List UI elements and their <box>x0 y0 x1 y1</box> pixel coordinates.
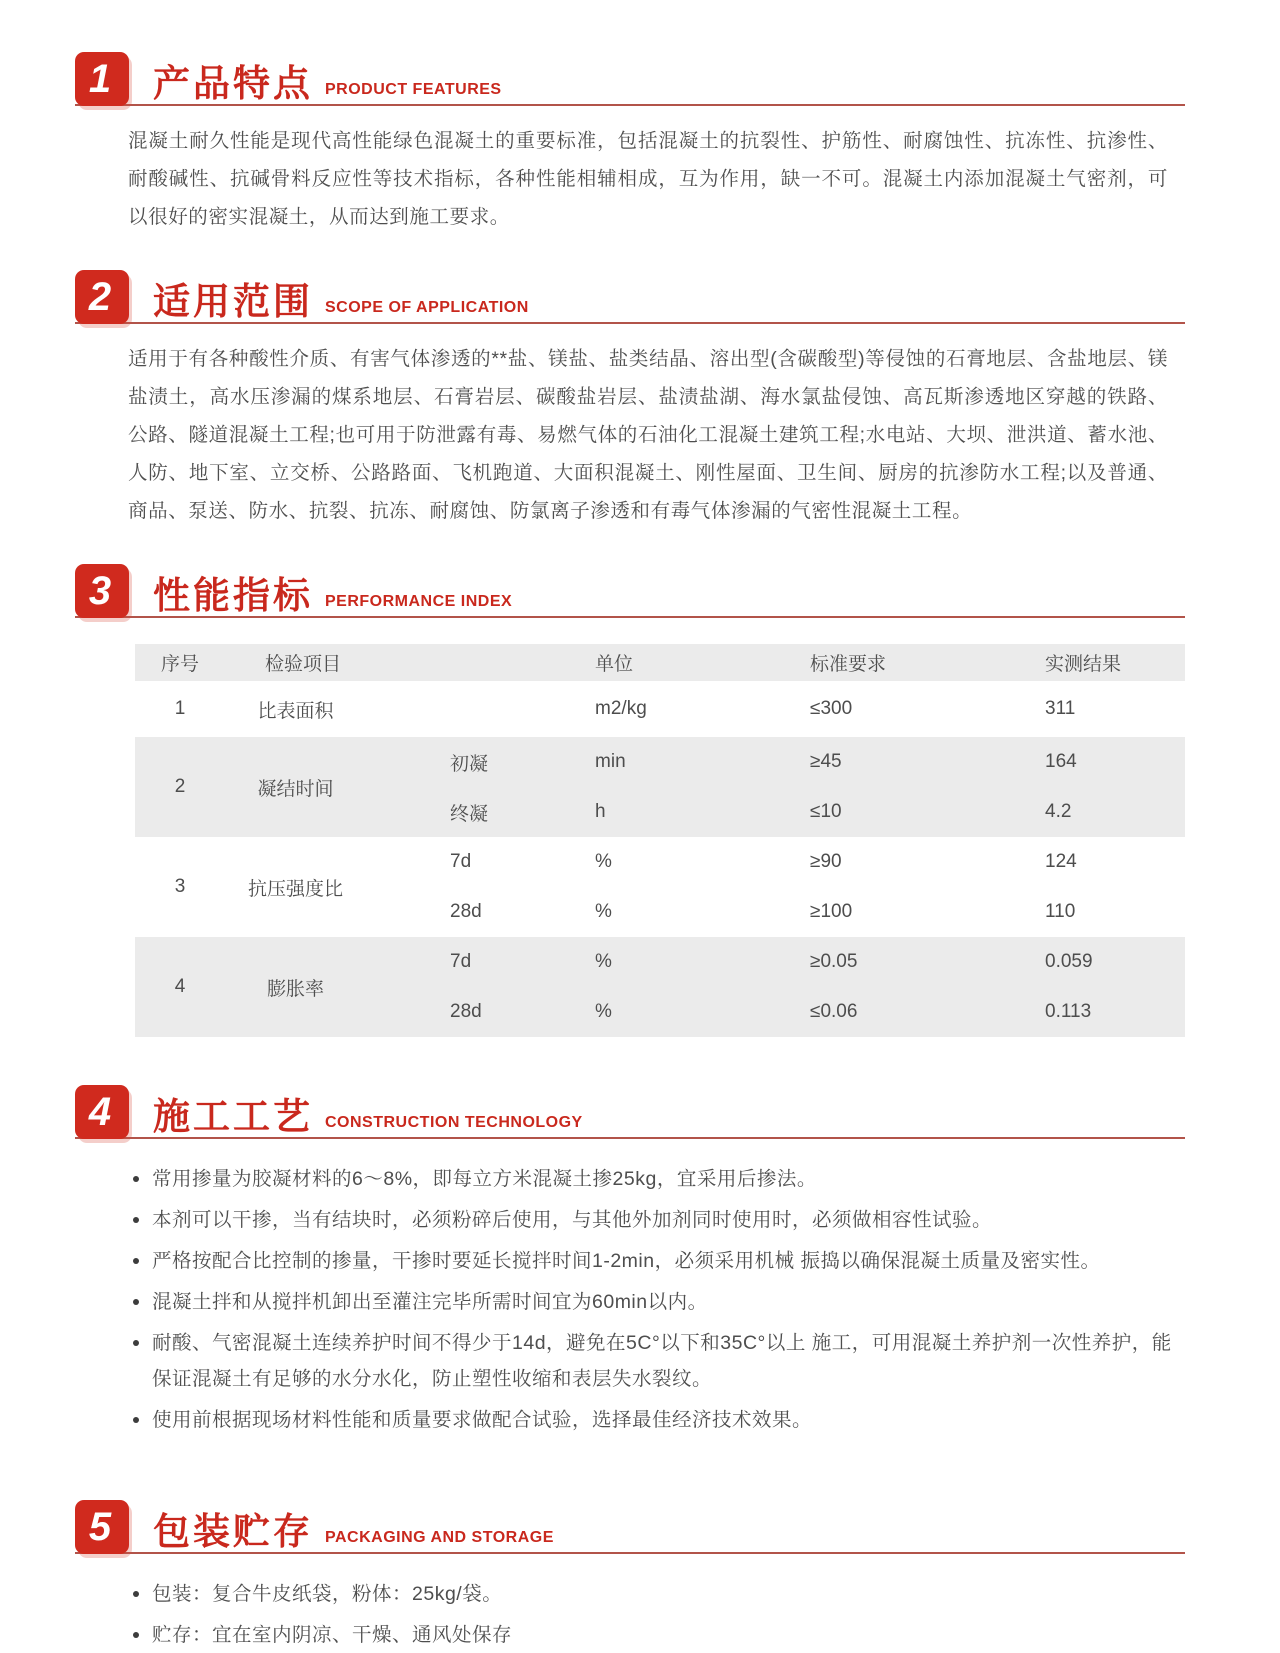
cell-item: 凝结时间 <box>257 778 334 800</box>
cell-index: 1 <box>174 698 186 719</box>
cell-index: 2 <box>174 776 186 797</box>
cell-subitem: 28d <box>450 901 482 922</box>
table-row <box>135 737 1185 787</box>
cell-item: 抗压强度比 <box>247 878 343 900</box>
cell-standard: ≤0.06 <box>810 1001 858 1022</box>
cell-index: 4 <box>174 976 186 997</box>
cell-subitem: 7d <box>450 851 472 872</box>
cell-unit: % <box>595 851 612 872</box>
cell-result: 4.2 <box>1045 801 1072 822</box>
section-5-title: 包装贮存 <box>153 1511 313 1552</box>
bullet-icon <box>133 1258 139 1264</box>
section-2-body: 适用于有各种酸性介质、有害气体渗透的**盐、镁盐、盐类结晶、溶出型(含碳酸型)等侵蚀的石膏地层、含盐地层、镁盐渍土，高水压渗漏的煤系地层、石膏岩层、碳酸盐岩层、盐渍盐湖、海水氯盐侵蚀、高瓦斯渗透地区穿越的铁路、公路、隧道混凝土工程;也可用于防泄露有毒、易燃气体的石油化工混凝土建筑工程;水电站、大坝、泄洪道、蓄水池、人防、地下室、立交桥、公路路面、飞机跑道、大面积混凝土、刚性屋面、卫生间、厨房的抗渗防水工程;以及普通、商品、泵送、防水、抗裂、抗冻、耐腐蚀、防氯离子渗透和有毒气体渗漏的气密性混凝土工程。 <box>128 348 1168 522</box>
table-row <box>135 937 1185 987</box>
list-item <box>130 1617 1190 1653</box>
section-3-number: 3 <box>88 569 112 613</box>
header-unit: 单位 <box>595 654 634 675</box>
bullet-icon <box>133 1299 139 1305</box>
bullet-icon <box>133 1632 139 1638</box>
section-1-subtitle: PRODUCT FEATURES <box>325 81 502 98</box>
section-5-subtitle: PACKAGING AND STORAGE <box>325 1529 554 1546</box>
list-item <box>130 1325 1190 1397</box>
cell-unit: % <box>595 901 612 922</box>
section-1-title: 产品特点 <box>153 63 313 104</box>
cell-standard: ≥0.05 <box>810 951 858 972</box>
section-2-title: 适用范围 <box>153 281 313 322</box>
header-result: 实测结果 <box>1045 654 1122 675</box>
section-3-subtitle: PERFORMANCE INDEX <box>325 593 513 610</box>
cell-item: 膨胀率 <box>266 978 324 1000</box>
cell-subitem <box>410 681 555 737</box>
list-item <box>130 1402 1190 1438</box>
section-2-number-badge <box>75 270 129 324</box>
list-item-text: 严格按配合比控制的掺量，干掺时要延长搅拌时间1-2min，必须采用机械 振捣以确保混凝土质量及密实性。 <box>152 1250 1101 1272</box>
packaging-bullet-list <box>130 1576 1190 1653</box>
section-4-title: 施工工艺 <box>153 1096 313 1137</box>
cell-standard: ≥90 <box>810 851 842 872</box>
cell-unit: % <box>595 1001 612 1022</box>
bullet-icon <box>133 1591 139 1597</box>
section-4-number-badge <box>75 1085 129 1139</box>
list-item <box>130 1284 1190 1320</box>
cell-unit: min <box>595 751 626 772</box>
cell-unit: % <box>595 951 612 972</box>
list-item <box>130 1576 1190 1612</box>
list-item-text: 贮存：宜在室内阴凉、干燥、通风处保存 <box>152 1624 513 1646</box>
section-2-subtitle: SCOPE OF APPLICATION <box>325 299 529 316</box>
section-5-number-badge <box>75 1500 129 1554</box>
cell-result: 0.059 <box>1045 951 1093 972</box>
cell-subitem: 终凝 <box>450 803 489 825</box>
section-2-header <box>75 270 1185 324</box>
section-1-body: 混凝土耐久性能是现代高性能绿色混凝土的重要标准，包括混凝土的抗裂性、护筋性、耐腐蚀性、抗冻性、抗渗性、耐酸碱性、抗碱骨料反应性等技术指标，各种性能相辅相成，互为作用，缺一不可。混凝土内添加混凝土气密剂，可以很好的密实混凝土，从而达到施工要求。 <box>128 130 1168 228</box>
cell-result: 0.113 <box>1045 1001 1092 1022</box>
header-index: 序号 <box>160 654 199 675</box>
performance-table-container <box>75 644 1185 1037</box>
section-scope-of-application <box>75 270 1185 530</box>
header-item: 检验项目 <box>265 654 342 675</box>
section-1-number: 1 <box>88 57 112 101</box>
section-4-subtitle: CONSTRUCTION TECHNOLOGY <box>325 1114 583 1131</box>
header-standard: 标准要求 <box>810 654 887 675</box>
cell-unit: m2/kg <box>595 698 647 719</box>
table-header-row <box>135 644 1185 681</box>
cell-subitem: 28d <box>450 1001 482 1022</box>
cell-standard: ≤10 <box>810 801 842 822</box>
section-2-number: 2 <box>88 275 112 319</box>
list-item-text: 耐酸、气密混凝土连续养护时间不得少于14d，避免在5C°以下和35C°以上 施工，可用混凝土养护剂一次性养护，能保证混凝土有足够的水分水化，防止塑性收缩和表层失水裂纹。 <box>152 1332 1172 1390</box>
list-item <box>130 1161 1190 1197</box>
table-row <box>135 681 1185 737</box>
bullet-icon <box>133 1340 139 1346</box>
section-packaging-and-storage <box>75 1500 1185 1653</box>
section-1-header <box>75 52 1185 106</box>
section-5-number: 5 <box>88 1505 112 1549</box>
cell-result: 164 <box>1045 751 1077 772</box>
construction-bullet-list <box>130 1161 1190 1438</box>
section-3-number-badge <box>75 564 129 618</box>
bullet-icon <box>133 1217 139 1223</box>
list-item-text: 本剂可以干掺，当有结块时，必须粉碎后使用，与其他外加剂同时使用时，必须做相容性试验。 <box>152 1209 993 1231</box>
section-1-number-badge <box>75 52 129 106</box>
bullet-icon <box>133 1176 139 1182</box>
section-4-header <box>75 1085 1185 1139</box>
list-item-text: 包装：复合牛皮纸袋，粉体：25kg/袋。 <box>152 1583 503 1605</box>
list-item <box>130 1243 1190 1279</box>
cell-result: 110 <box>1045 901 1076 922</box>
cell-standard: ≥100 <box>810 901 853 922</box>
cell-subitem: 初凝 <box>450 753 489 775</box>
section-3-header <box>75 564 1185 618</box>
section-performance-index <box>75 564 1185 1037</box>
cell-unit: h <box>595 801 606 822</box>
cell-item: 比表面积 <box>257 700 334 722</box>
section-product-features <box>75 52 1185 236</box>
bullet-icon <box>133 1417 139 1423</box>
list-item <box>130 1202 1190 1238</box>
list-item-text: 常用掺量为胶凝材料的6～8%，即每立方米混凝土掺25kg，宜采用后掺法。 <box>152 1168 817 1190</box>
cell-standard: ≤300 <box>810 698 853 719</box>
section-3-title: 性能指标 <box>153 575 313 616</box>
cell-subitem: 7d <box>450 951 472 972</box>
cell-result: 311 <box>1045 698 1076 719</box>
section-construction-technology <box>75 1085 1185 1438</box>
list-item-text: 混凝土拌和从搅拌机卸出至灌注完毕所需时间宜为60min以内。 <box>152 1291 708 1313</box>
table-row <box>135 837 1185 887</box>
list-item-text: 使用前根据现场材料性能和质量要求做配合试验，选择最佳经济技术效果。 <box>152 1409 813 1431</box>
section-4-number: 4 <box>88 1090 112 1134</box>
section-5-header <box>75 1500 1185 1554</box>
cell-standard: ≥45 <box>810 751 842 772</box>
cell-result: 124 <box>1045 851 1077 872</box>
cell-index: 3 <box>174 876 186 897</box>
performance-table <box>135 644 1185 1037</box>
